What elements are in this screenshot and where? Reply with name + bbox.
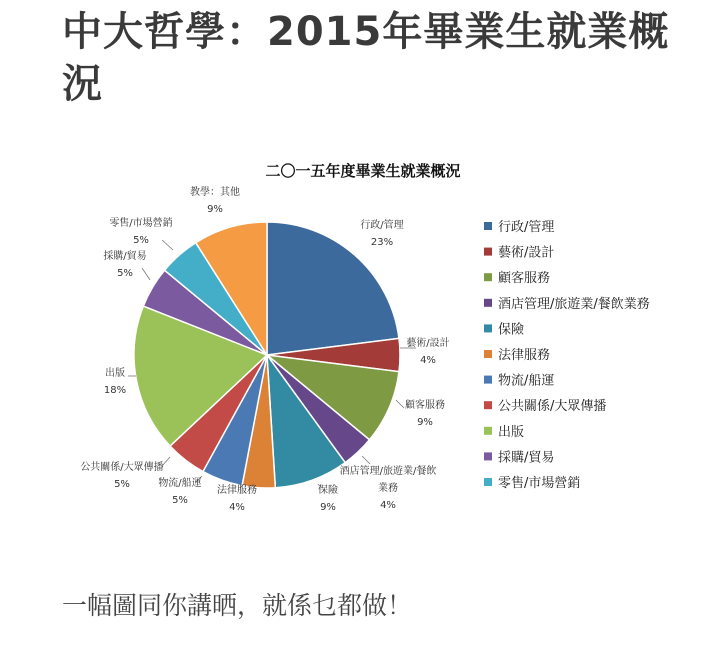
legend-label: 出版 [498,424,525,440]
chart-title: 二〇一五年度畢業生就業概況 [265,162,461,180]
legend-swatch [484,376,492,384]
page-title: 中大哲學：2015年畢業生就業概況 [62,9,670,107]
slice-label: 藝術/設計 4% [406,338,450,366]
slice-label: 教學：其他 9% [190,187,240,215]
slice-label: 出版 18% [103,368,127,396]
legend-swatch [484,222,492,230]
caption-text: 一幅圖同你講晒，就係乜都做！ [62,591,413,620]
slice-label: 保險 9% [318,485,338,513]
label-leader-line [396,400,404,408]
slice-label: 法律服務 4% [217,485,257,513]
legend-swatch [484,248,492,256]
slice-label: 採購/貿易 5% [103,251,147,279]
legend-swatch [484,452,492,460]
legend-label: 藝術/設計 [498,245,555,261]
legend-label: 顧客服務 [498,271,551,287]
label-leader-line [162,240,173,250]
pie-chart [70,150,670,530]
chart-legend [484,220,650,491]
legend-label: 零售/市場營銷 [498,476,581,491]
legend-label: 保險 [498,322,525,338]
slice-label: 顧客服務 9% [405,400,445,428]
legend-label: 公共關係/大眾傳播 [498,399,607,415]
slice-label: 酒店管理/旅遊業/餐飲業務 4% [339,466,437,511]
legend-swatch [484,299,492,307]
slice-label: 零售/市場營銷 5% [109,218,173,246]
label-leader-line [142,268,150,280]
legend-swatch [484,478,492,486]
legend-label: 行政/管理 [498,220,555,235]
legend-swatch [484,427,492,435]
legend-label: 採購/貿易 [498,450,555,466]
slice-label: 公共關係/大眾傳播 5% [80,462,164,490]
legend-swatch [484,324,492,332]
legend-swatch [484,401,492,409]
legend-swatch [484,350,492,358]
label-leader-line [362,456,370,464]
slice-label: 物流/船運 5% [158,478,202,506]
legend-swatch [484,273,492,281]
legend-label: 物流/船運 [498,373,555,389]
pie-slices [134,222,400,488]
legend-label: 法律服務 [498,348,551,363]
slice-label: 行政/管理 23% [360,220,404,248]
legend-label: 酒店管理/旅遊業/餐飲業務 [498,296,650,312]
